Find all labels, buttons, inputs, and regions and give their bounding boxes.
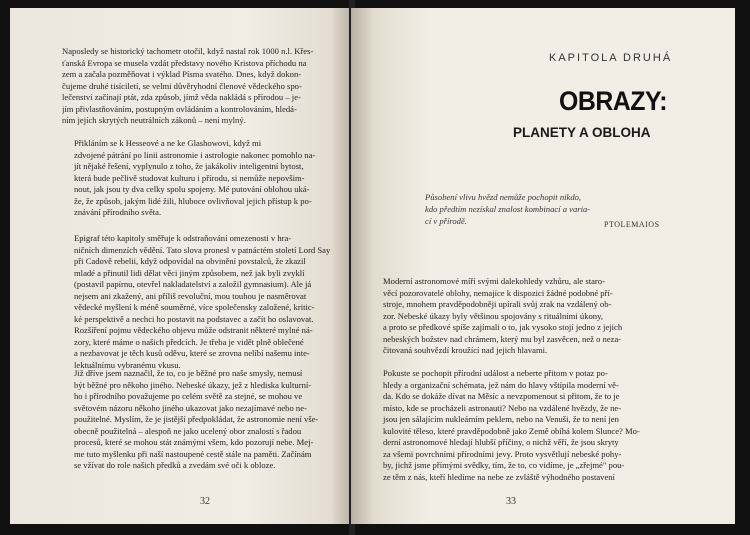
text-line: při Cadově rebelii, když odpovídal na obvinění povstalců, že zkazil — [74, 256, 306, 266]
text-line: hledy a organizační schémata, jež nám do hlavy vštípila moderní vě- — [383, 379, 619, 390]
epigraph-author: PTOLEMAIOS — [604, 220, 660, 229]
text-line: kdo předtím nezískal znalost kombinací a varia- — [425, 204, 591, 214]
text-line: ké perspektivě a nechci ho postavit na podstavec a začít ho oslavovat. — [74, 313, 314, 324]
text-line: světovém názoru někoho jiného ukazovat jako nezajímavé nebo ne- — [74, 402, 307, 413]
text-line: že, že způsob, jakým lidé žili, hluboce ovlivňoval jejich přístup k po- — [74, 195, 312, 206]
text-line: obecně použitelná – alespoň ne jako ucelený obor znalostí s řadou — [74, 425, 302, 436]
text-line: nebeských božstev nad chrámem, který mu byl zasvěcen, než o neza- — [383, 333, 622, 344]
text-line: čitovaná souhvězdí kroužící nad jejich hlavami. — [383, 345, 548, 355]
text-line: za všemi povrchními přírodními jevy. Proto vysvětlují nebeské pohy- — [383, 448, 622, 459]
text-line: (postavil papírnu, otevřel nakladatelství a založil gymnasium). Ale já — [74, 279, 312, 289]
text-line: da. Kdo se dokáže dívat na Měsíc a nevzpomenout si přitom, že to je — [383, 391, 620, 401]
text-line: použitelné. Myslím, že je jistější předpokládat, že astronomie není vše- — [74, 414, 319, 424]
text-line: jsou jen sálajícím nukleárním peklem, nebo na Venuši, že to není jen — [383, 414, 619, 424]
left-paragraph-3 — [62, 233, 334, 371]
text-line: Moderní astronomové míří svými dalekohledy vzhůru, ale staro- — [383, 276, 605, 286]
text-line: by, jichž jsme přímými svědky, tím, že to, co vidíme, je „zřejmé" pou- — [383, 460, 625, 470]
text-line: procesů, které se mohou stát známými všem, kdo pozorují nebe. Mej- — [74, 437, 314, 447]
text-line: znávání přírodního světa. — [74, 207, 162, 217]
text-line: Působení vlivu hvězd nemůže pochopit nikdo, — [425, 192, 582, 202]
text-line: a nezbavovat je těch kusů oděvu, které se zrovna nelíbí našemu inte- — [74, 348, 310, 358]
text-line: zem a začala pozměňovat i výklad Písma svatého. Dnes, když dokon- — [62, 69, 302, 79]
text-line: se vžívat do role našich předků a zvedám své oči k obloze. — [74, 460, 276, 470]
left-paragraph-4 — [62, 368, 334, 472]
text-line: ze těm z nás, kteří hledíme na nebe ze zvláště výhodného postavení — [383, 471, 615, 482]
text-line: Již dříve jsem naznačil, že to, co je běžné pro naše smysly, nemusí — [74, 368, 303, 378]
text-line: kulovité těleso, které pravděpodobně jako Země obíhá kolem Slunce? Mo- — [383, 425, 640, 436]
right-page — [351, 8, 735, 524]
chapter-subtitle: PLANETY A OBLOHA — [513, 125, 651, 140]
left-page-number: 32 — [200, 496, 210, 507]
text-line: derní astronomové hledají hlubší příčiny, o nichž věří, že jsou skryty — [383, 437, 619, 447]
left-page — [10, 8, 351, 524]
left-paragraph-2 — [62, 138, 334, 219]
text-line: místo, kde se procházeli astronauti? Nebo na vzdálené hvězdy, že ne- — [383, 402, 622, 413]
text-line: lektuálnímu vybranému vkusu. — [74, 359, 181, 370]
left-paragraph-1 — [62, 46, 334, 127]
text-line: lečenství začínají ptát, zda způsob, jímž věda nakládá s přírodou – je- — [62, 92, 301, 102]
text-line: ťanská Evropa se musela vzdát představy nového Kristova příchodu na — [62, 57, 307, 68]
text-line: nejsem ani zkažený, ani příliš revoluční, mou touhou je nasměrovat — [74, 290, 307, 301]
text-line: Rozšíření pojmu vědeckého objevu může odstranit některé mylné ná- — [74, 325, 313, 335]
text-line: a proto se předkové spíše zajímali o to, jak vysoko stojí jedno z jejich — [383, 322, 623, 332]
text-line: stroje, mnohem pravděpodobněji upírali svůj zrak na vzdálený ob- — [383, 299, 612, 309]
text-line: vědecké myšlení k méně souměrné, více společensky založené, kritic- — [74, 302, 315, 312]
text-line: Epigraf této kapitoly směřuje k odstraňování omezenosti v hra- — [74, 233, 292, 243]
text-line: ničních dimenzích vědění. Tato slova pronesl v patnáctém století Lord Say — [74, 244, 331, 255]
chapter-label: KAPITOLA DRUHÁ — [549, 52, 673, 64]
text-line: zor. Nebeské úkazy byly většinou spojovány s rituálními úkony, — [383, 310, 603, 321]
text-line: mladé a přinutil lidi dělat věci jiným způsobem, než jak byli zvyklí — [74, 267, 305, 278]
right-paragraph-2 — [371, 368, 676, 483]
text-line: která bude pečlivě studovat kulturu i přírodu, si nemůže nepovšim- — [74, 172, 305, 183]
text-line: Naposledy se historický tachometr otočil, když nastal rok 1000 n.l. Křes- — [62, 46, 314, 56]
text-line: jít nějaké řešení, vyplynulo z toho, že jakákoliv inteligentní bytost, — [74, 161, 304, 171]
text-line: být běžné pro někoho jiného. Nebeské úkazy, jež z hlediska kulturní- — [74, 379, 312, 390]
text-line: ho i přírodního považujeme po celém světě za stejné, se mohou ve — [74, 391, 303, 401]
chapter-title: OBRAZY: — [559, 86, 668, 116]
text-line: me tuto myšlenku při naší nastoupené cestě stále na paměti. Začínám — [74, 448, 312, 459]
text-line: věcí pozorovatelé oblohy, nemajíce k dispozici žádné podobné pří- — [383, 287, 613, 298]
text-line: Přikláním se k Hesseové a ne ke Glashowovi, když mi — [74, 138, 262, 148]
text-line: ním jejích skrytých neutrálních zákonů – není mylný. — [62, 115, 246, 125]
text-line: nout, jak jsou ty dva celky spolu spojeny. Mé putování oblohou uká- — [74, 184, 310, 194]
text-line: zdvojené pátrání po linii astronomie i astrologie nakonec pomohlo na- — [74, 149, 316, 160]
text-line: zory, které máme o našich předcích. Je třeba je vidět plně oblečené — [74, 336, 304, 347]
right-paragraph-1 — [371, 276, 676, 357]
right-page-number: 33 — [506, 496, 516, 507]
text-line: čujeme druhé tisíciletí, se velmi důvěryhodní členové vědeckého spo- — [62, 80, 302, 91]
text-line: Pokuste se pochopit přírodní událost a neberte přitom v potaz po- — [383, 368, 608, 378]
text-line: jím přivlastňováním, postupným ovládáním a kontrolováním, hledá- — [62, 103, 297, 114]
text-line: cí v přírodě. — [425, 216, 467, 226]
